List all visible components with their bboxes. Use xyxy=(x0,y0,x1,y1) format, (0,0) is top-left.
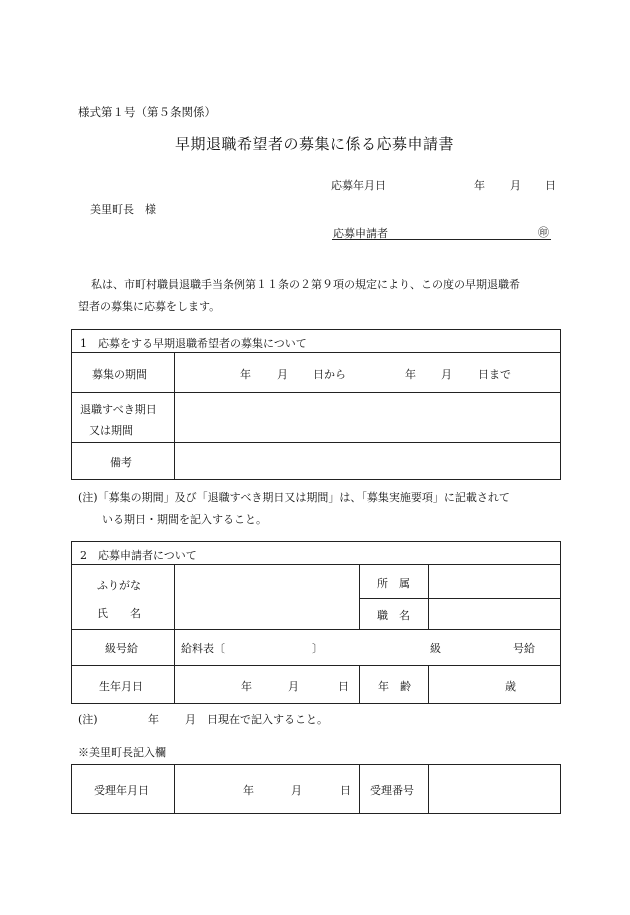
birth-month: 月 xyxy=(288,680,299,693)
receipt-number-label: 受理番号 xyxy=(370,784,414,797)
declaration-line-1: 私は、市町村職員退職手当条例第１１条の２第９項の規定により、この度の早期退職希 xyxy=(91,278,520,291)
section2-col-divider-2 xyxy=(359,564,360,629)
received-date-label: 受理年月日 xyxy=(94,784,149,797)
name-label: 氏 名 xyxy=(97,607,141,620)
period-from-month: 月 xyxy=(277,368,288,381)
application-date-month: 月 xyxy=(510,179,521,192)
period-to-year: 年 xyxy=(405,368,416,381)
section1-heading: 1 応募をする早期退職希望者の募集について xyxy=(80,337,307,350)
period-to-month: 月 xyxy=(441,368,452,381)
period-from-day: 日から xyxy=(313,368,346,381)
position-label: 職 名 xyxy=(377,609,410,622)
note2-year: 年 xyxy=(148,713,159,726)
note2-suffix: 日現在で記入すること。 xyxy=(207,713,328,726)
mayor-section-heading: ※美里町長記入欄 xyxy=(78,746,166,759)
section2-col-divider-4 xyxy=(359,665,360,704)
form-number: 様式第１号（第５条関係） xyxy=(78,105,216,119)
section2-table xyxy=(71,541,561,704)
section2-col-divider-5 xyxy=(428,665,429,704)
applicant-underline xyxy=(332,239,551,240)
affiliation-label: 所 属 xyxy=(377,577,410,590)
birth-year: 年 xyxy=(241,680,252,693)
period-to-day: 日まで xyxy=(478,368,511,381)
age-label: 年 齢 xyxy=(378,680,411,693)
mayor-col-divider-3 xyxy=(428,764,429,814)
application-date-day: 日 xyxy=(545,179,556,192)
birth-day: 日 xyxy=(338,680,349,693)
applicant-label: 応募申請者 xyxy=(333,227,388,240)
section2-heading: 2 応募申請者について xyxy=(80,549,197,562)
received-month: 月 xyxy=(291,784,302,797)
grade-unit: 級 xyxy=(430,642,441,655)
section2-divider-grade xyxy=(71,665,561,666)
birth-date-label: 生年月日 xyxy=(99,680,143,693)
application-date-label: 応募年月日 xyxy=(331,179,386,192)
remarks-label: 備考 xyxy=(110,456,132,469)
age-unit: 歳 xyxy=(505,680,516,693)
grade-label: 級号給 xyxy=(105,642,138,655)
section2-col-divider-3 xyxy=(428,564,429,629)
received-day: 日 xyxy=(340,784,351,797)
period-label: 募集の期間 xyxy=(92,368,147,381)
addressee: 美里町長 様 xyxy=(90,203,156,216)
note1-line-1: (注)「募集の期間」及び「退職すべき期日又は期間」は、「募集実施要項」に記載されて xyxy=(78,491,510,504)
section1-divider-heading xyxy=(71,352,561,353)
section1-divider-period xyxy=(71,392,561,393)
note2-month: 月 xyxy=(185,713,196,726)
page-title: 早期退職希望者の募集に係る応募申請書 xyxy=(175,135,455,153)
retire-date-label-2: 又は期間 xyxy=(89,424,133,437)
application-date-year: 年 xyxy=(474,179,485,192)
section1-col-divider xyxy=(174,352,175,480)
note1-line-2: いる期日・期間を記入すること。 xyxy=(102,513,267,526)
section2-divider-heading xyxy=(71,564,561,565)
note2-prefix: (注) xyxy=(78,713,98,726)
section2-divider-affiliation xyxy=(359,598,561,599)
seal-mark: ㊞ xyxy=(538,226,549,239)
section2-col-divider-1 xyxy=(174,564,175,704)
declaration-line-2: 望者の募集に応募をします。 xyxy=(78,300,221,313)
section1-divider-retire xyxy=(71,442,561,443)
period-from-year: 年 xyxy=(240,368,251,381)
mayor-col-divider-1 xyxy=(174,764,175,814)
section2-divider-name xyxy=(71,629,561,630)
step-unit: 号給 xyxy=(513,642,535,655)
furigana-label: ふりがな xyxy=(97,579,141,592)
received-year: 年 xyxy=(243,784,254,797)
mayor-col-divider-2 xyxy=(359,764,360,814)
retire-date-label-1: 退職すべき期日 xyxy=(80,403,157,416)
salary-table-label: 給料表〔 xyxy=(181,642,225,655)
salary-table-close: 〕 xyxy=(312,642,323,655)
